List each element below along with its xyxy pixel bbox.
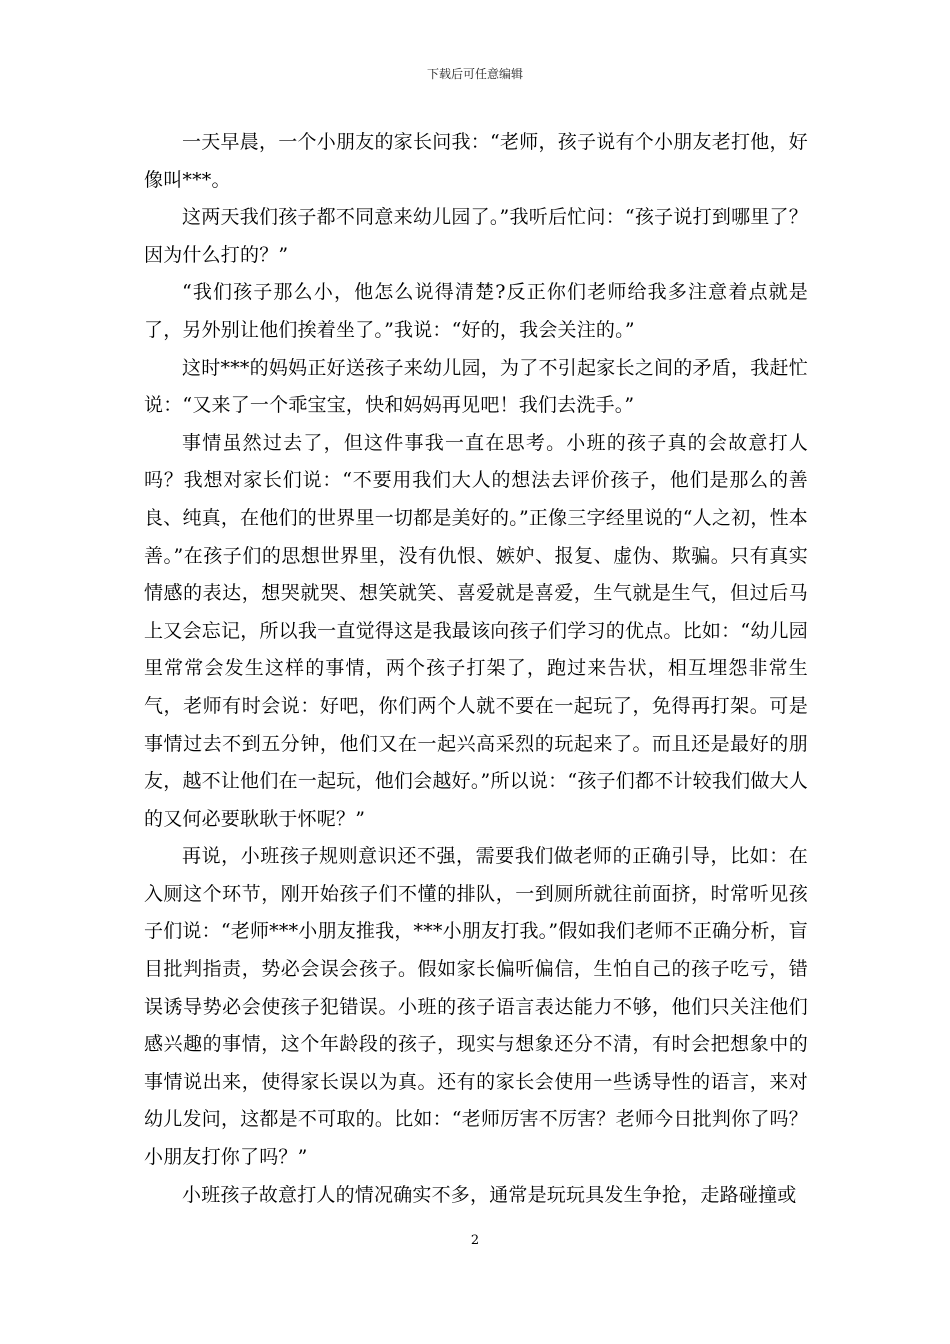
document-body [144, 124, 808, 1214]
paragraph-3: “我们孩子那么小，他怎么说得清楚?反正你们老师给我多注意着点就是了，另外别让他们挨着坐了。”我说：“好的，我会关注的。” [144, 281, 808, 341]
paragraph-6: 再说，小班孩子规则意识还不强，需要我们做老师的正确引导，比如：在入厕这个环节，刚开始孩子们不懂的排队，一到厕所就往前面挤，时常听见孩子们说：“老师***小朋友推我，***小朋友打我。”假如我们老师不正确分析，盲目批判指责，势必会误会孩子。假如家长偏听偏信，生怕自己的孩子吃亏，错误诱导势必会使孩子犯错误。小班的孩子语言表达能力不够，他们只关注他们感兴趣的事情，这个年龄段的孩子，现实与想象还分不清，有时会把想象中的事情说出来，使得家长误以为真。还有的家长会使用一些诱导性的语言，来对幼儿发问，这都是不可取的。比如：“老师厉害不厉害？老师今日批判你了吗？小朋友打你了吗？” [144, 845, 808, 1169]
page-header-note: 下载后可任意编辑 [426, 67, 523, 81]
paragraph-5: 事情虽然过去了，但这件事我一直在思考。小班的孩子真的会故意打人吗？我想对家长们说：“不要用我们大人的想法去评价孩子，他们是那么的善良、纯真，在他们的世界里一切都是美好的。”正像三字经里说的“人之初，性本善。”在孩子们的思想世界里，没有仇恨、嫉妒、报复、虚伪、欺骗。只有真实情感的表达，想哭就哭、想笑就笑、喜爱就是喜爱，生气就是生气，但过后马上又会忘记，所以我一直觉得这是我最该向孩子们学习的优点。比如：“幼儿园里常常会发生这样的事情，两个孩子打架了，跑过来告状，相互埋怨非常生气，老师有时会说：好吧，你们两个人就不要在一起玩了，免得再打架。可是事情过去不到五分钟，他们又在一起兴高采烈的玩起来了。而且还是最好的朋友，越不让他们在一起玩，他们会越好。”所以说：“孩子们都不计较我们做大人的又何必要耿耿于怀呢？” [144, 431, 808, 830]
paragraph-2: 这两天我们孩子都不同意来幼儿园了。”我听后忙问：“孩子说打到哪里了？因为什么打的？” [144, 206, 808, 266]
paragraph-4: 这时***的妈妈正好送孩子来幼儿园，为了不引起家长之间的矛盾，我赶忙说：“又来了一个乖宝宝，快和妈妈再见吧！我们去洗手。” [144, 356, 808, 417]
paragraph-7: 小班孩子故意打人的情况确实不多，通常是玩玩具发生争抢，走路碰撞或 [182, 1183, 797, 1206]
paragraph-1: 一天早晨，一个小朋友的家长问我：“老师，孩子说有个小朋友老打他，好像叫***。 [144, 131, 808, 191]
page-number: 2 [470, 1233, 480, 1248]
